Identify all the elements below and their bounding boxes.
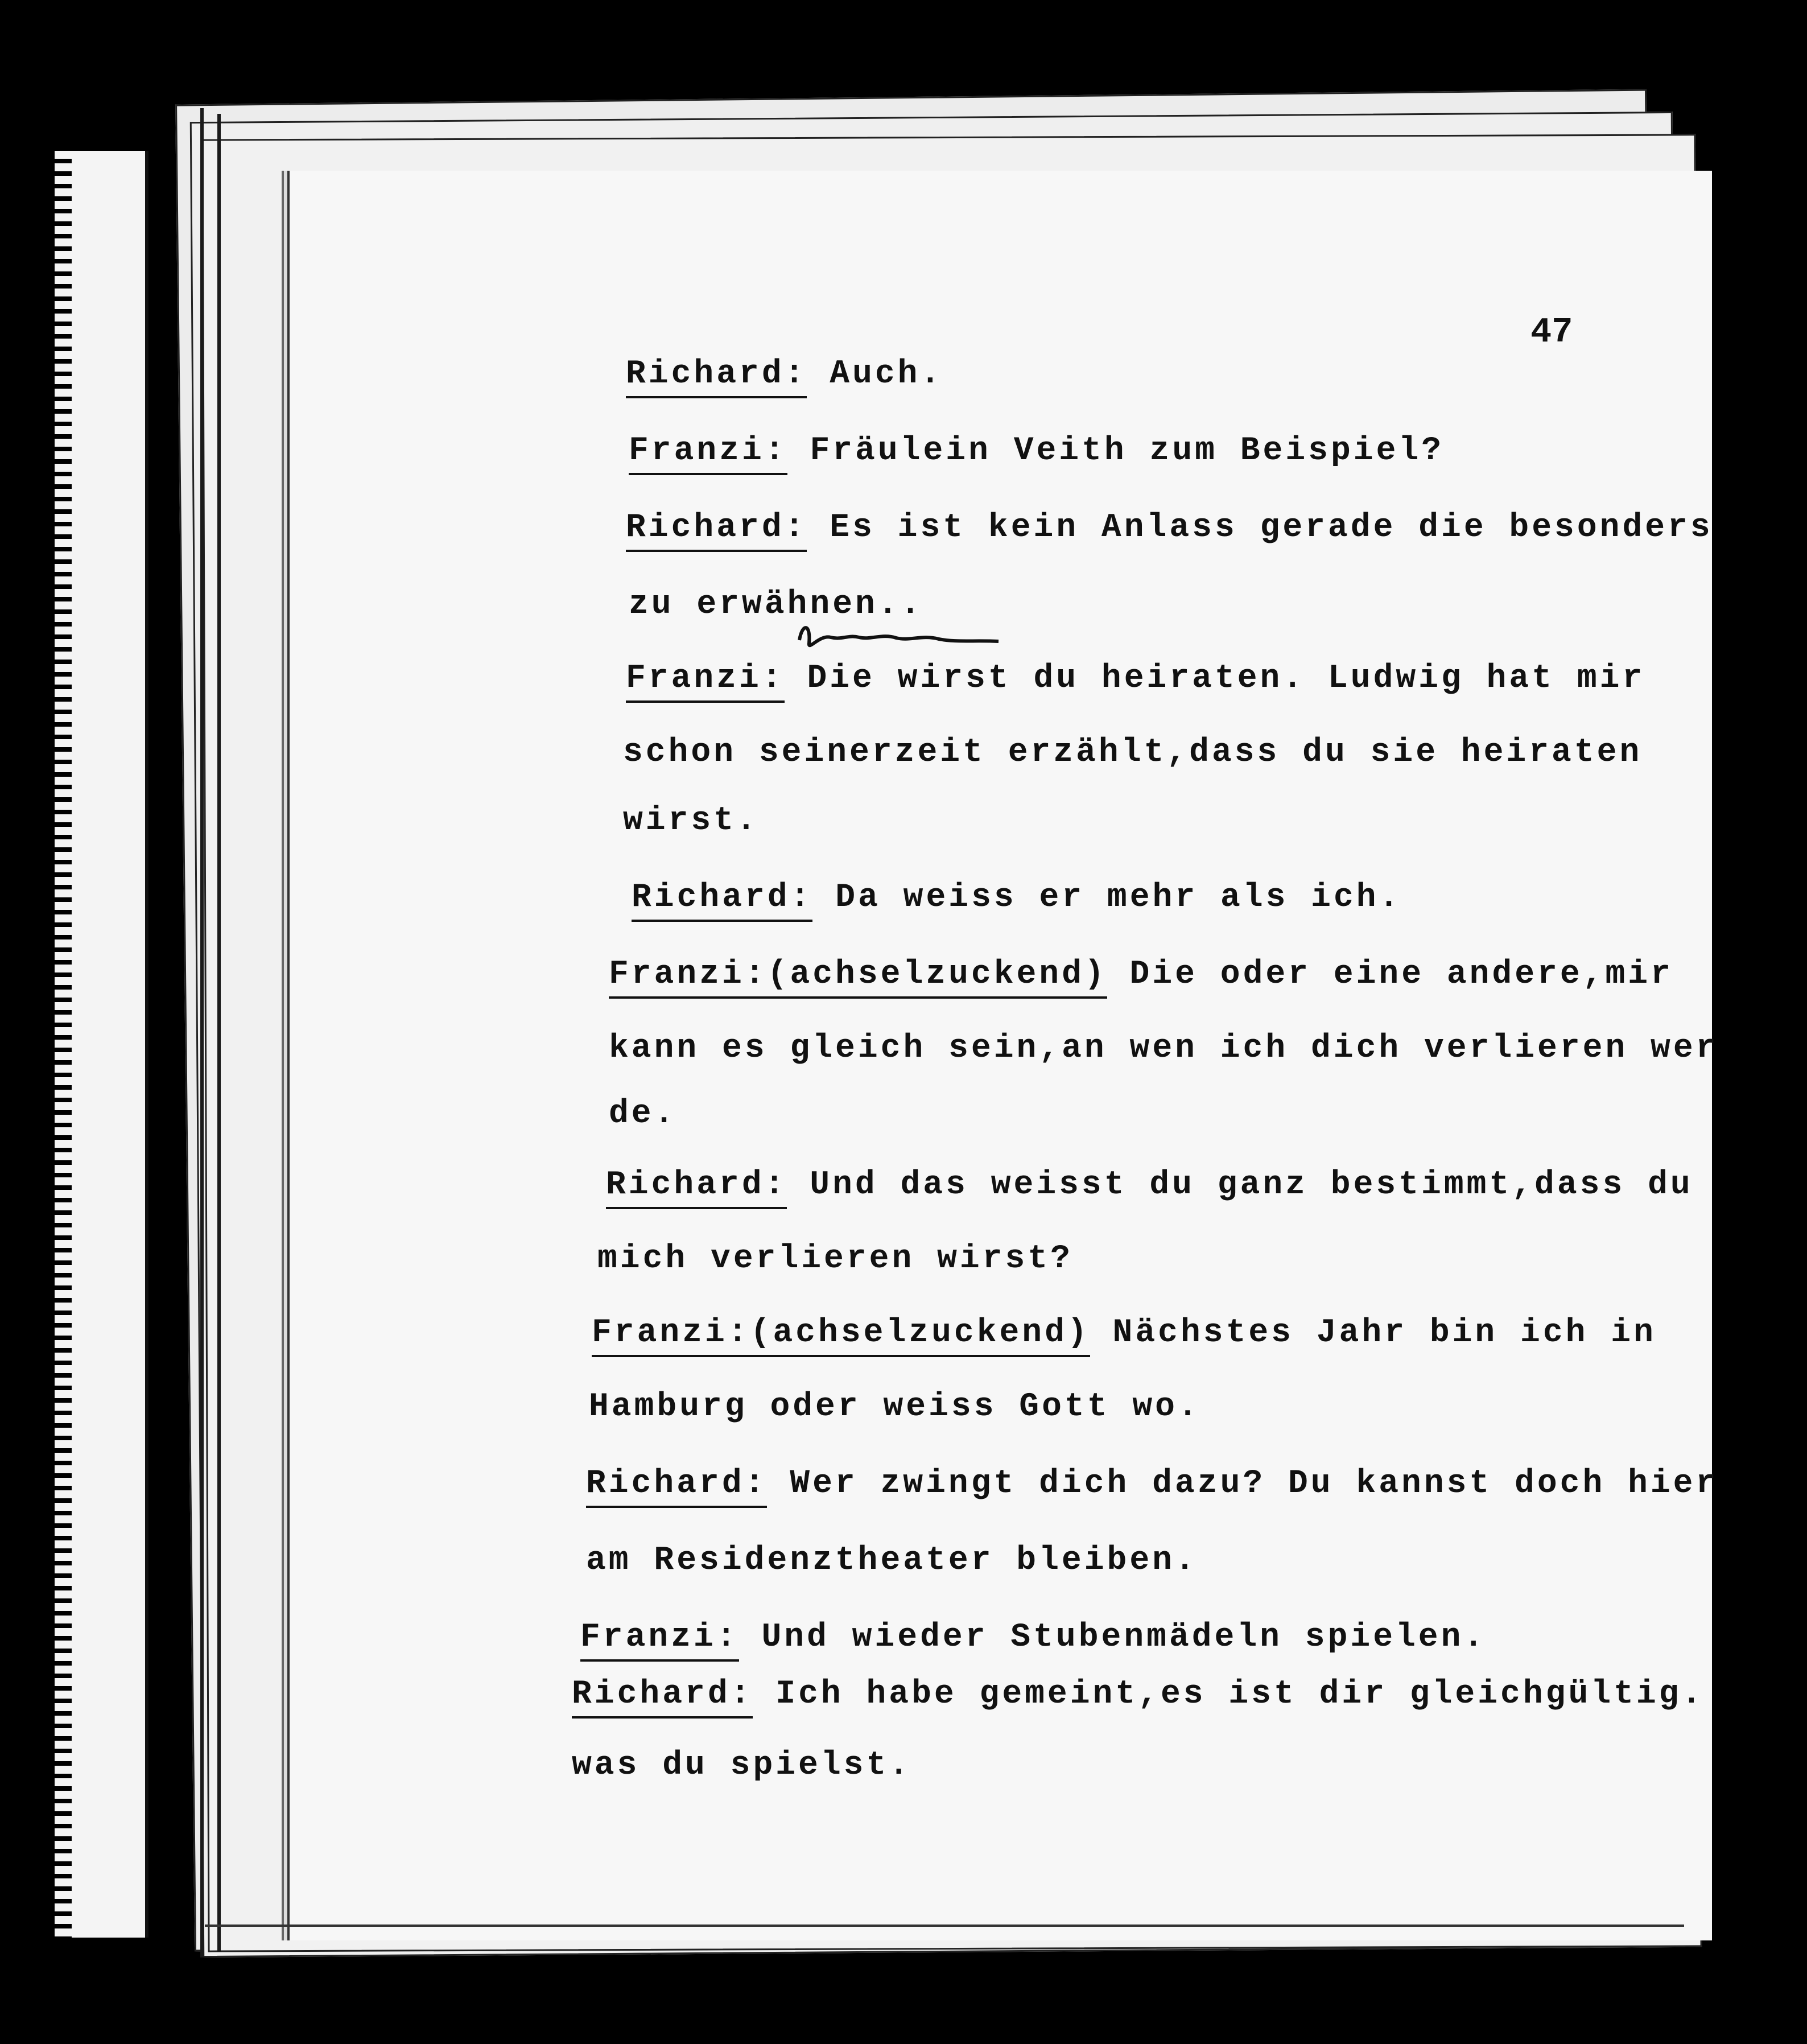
dialogue-text: Es ist kein Anlass gerade die besonders [807, 509, 1713, 546]
dialogue-line [597, 1241, 1073, 1278]
dialogue-text: Die wirst du heiraten. Ludwig hat mir [784, 660, 1645, 697]
dialogue-line [580, 1619, 1486, 1656]
speaker-name: Richard: [586, 1465, 767, 1508]
dialogue-line [629, 432, 1444, 469]
speaker-name: Richard: [606, 1167, 787, 1209]
dialogue-line [586, 1465, 1718, 1502]
page-edge-line [282, 171, 284, 1940]
torn-edge [55, 151, 72, 1938]
dialogue-line [609, 1095, 676, 1132]
dialogue-text: was du spielst. [572, 1747, 912, 1784]
speaker-name: Franzi: [626, 660, 785, 703]
handwritten-correction [797, 617, 1001, 657]
dialogue-line [572, 1747, 911, 1784]
dialogue-line [623, 734, 1642, 771]
dialogue-text: Ich habe gemeint,es ist dir gleichgültig. [753, 1676, 1705, 1713]
page-edge-line [217, 114, 221, 1952]
dialogue-text: schon seinerzeit erzählt,dass du sie heiraten [623, 734, 1643, 771]
dialogue-line [589, 1388, 1200, 1425]
dialogue-text: de. [609, 1095, 677, 1132]
dialogue-line [626, 660, 1645, 697]
dialogue-text: mich verlieren wirst? [597, 1241, 1073, 1278]
dialogue-text: Und das weisst du ganz bestimmt,dass du [787, 1167, 1693, 1204]
dialogue-text: wirst. [623, 802, 759, 839]
dialogue-text: Auch. [807, 356, 943, 393]
dialogue-text: Nächstes Jahr bin ich in [1090, 1314, 1656, 1351]
dialogue-text: Hamburg oder weiss Gott wo. [589, 1388, 1200, 1425]
dialogue-line [626, 509, 1713, 546]
page-bottom-edge [205, 1925, 1684, 1927]
dialogue-text: Und wieder Stubenmädeln spielen. [739, 1619, 1487, 1656]
page-edge-line [200, 108, 204, 1958]
dialogue-text: kann es gleich sein,an wen ich dich verlieren wer [609, 1030, 1719, 1067]
page-number: 47 [1530, 312, 1573, 352]
dialogue-line [572, 1676, 1704, 1713]
torn-paper-strip [68, 151, 148, 1938]
dialogue-line [626, 356, 943, 393]
speaker-name: Richard: [572, 1676, 753, 1719]
dialogue-line [632, 879, 1401, 916]
dialogue-text: zu erwähnen.. [629, 586, 923, 623]
stage-direction: (achselzuckend) [750, 1314, 1090, 1357]
dialogue-text: Da weiss er mehr als ich. [812, 879, 1402, 916]
dialogue-text: am Residenztheater bleiben. [586, 1542, 1198, 1579]
dialogue-line [586, 1542, 1198, 1579]
speaker-name: Franzi: [592, 1314, 750, 1357]
speaker-name: Franzi: [609, 956, 768, 999]
speaker-name: Richard: [632, 879, 812, 922]
speaker-name: Franzi: [629, 432, 787, 475]
speaker-name: Franzi: [580, 1619, 739, 1662]
dialogue-text: Fräulein Veith zum Beispiel? [787, 432, 1445, 469]
dialogue-text: Wer zwingt dich dazu? Du kannst doch hier [767, 1465, 1719, 1502]
dialogue-line [609, 956, 1673, 993]
dialogue-line [609, 1030, 1718, 1067]
speaker-name: Richard: [626, 356, 807, 398]
dialogue-text: Die oder eine andere,mir [1107, 956, 1673, 993]
stage-direction: (achselzuckend) [768, 956, 1107, 999]
dialogue-line [592, 1314, 1656, 1351]
speaker-name: Richard: [626, 509, 807, 552]
dialogue-line [606, 1167, 1693, 1204]
dialogue-line [623, 802, 759, 839]
dialogue-line [629, 586, 923, 623]
